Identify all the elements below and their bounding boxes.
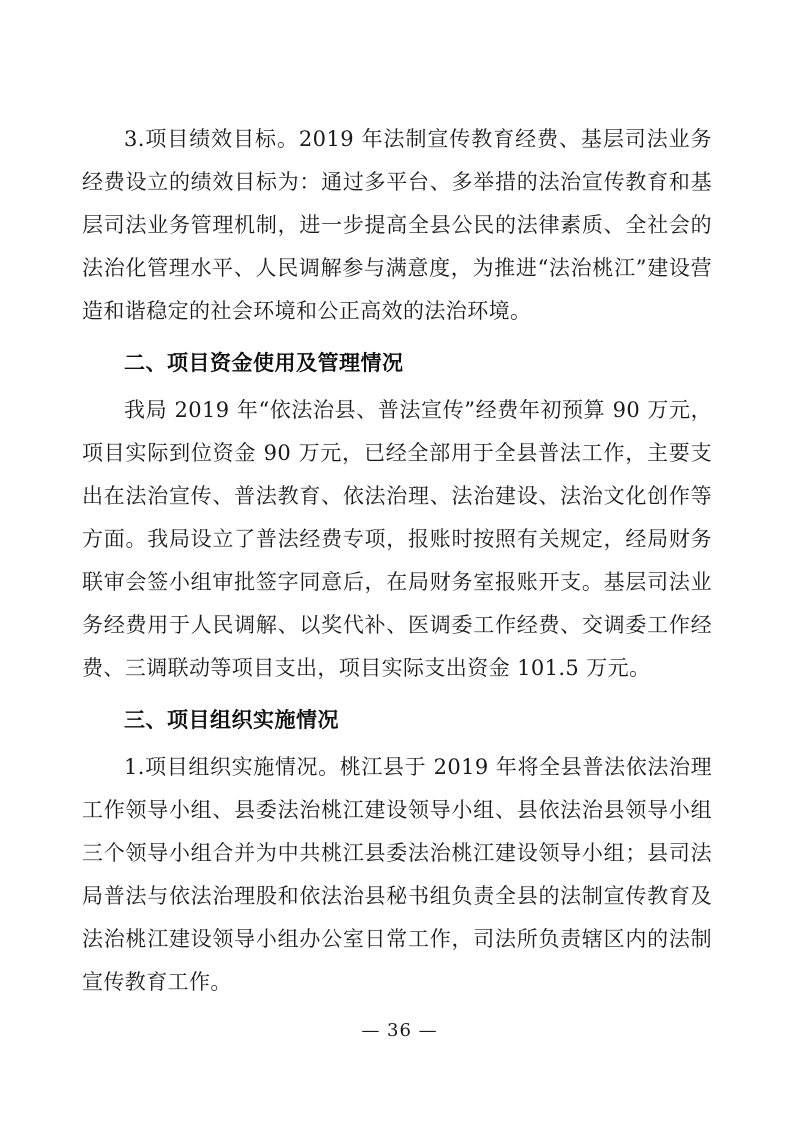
paragraph-fund-usage: 我局 2019 年“依法治县、普法宣传”经费年初预算 90 万元，项目实际到位资金 90 万元，已经全部用于全县普法工作，主要支出在法治宣传、普法教育、依法治理、法治建设、法治文化创作等方面。我局设立了普法经费专项，报账时按照有关规定，经局财务联审会签小组审批签字同意后，在局财务室报账开支。基层司法业务经费用于人民调解、以奖代补、医调委工作经费、交调委工作经费、三调联动等项目支出，项目实际支出资金 101.5 万元。 [82, 398, 712, 680]
paragraph-performance-goals: 3.项目绩效目标。2019 年法制宣传教育经费、基层司法业务经费设立的绩效目标为：通过多平台、多举措的法治宣传教育和基层司法业务管理机制，进一步提高全县公民的法律素质、全社会的法治化管理水平、人民调解参与满意度，为推进“法治桃江”建设营造和谐稳定的社会环境和公正高效的法治环境。 [82, 127, 712, 323]
heading-project-organization: 三、项目组织实施情况 [124, 708, 339, 732]
page-footer [0, 1020, 793, 1041]
paragraph-project-organization: 1.项目组织实施情况。桃江县于 2019 年将全县普法依法治理工作领导小组、县委法治桃江建设领导小组、县依法治县领导小组三个领导小组合并为中共桃江县委法治桃江建设领导小组；县司法局普法与依法治理股和依法治县秘书组负责全县的法制宣传教育及法治桃江建设领导小组办公室日常工作，司法所负责辖区内的法制宣传教育工作。 [82, 755, 712, 994]
page-number: — 36 — [361, 1020, 438, 1041]
heading-fund-usage: 二、项目资金使用及管理情况 [124, 351, 404, 375]
document-body [82, 118, 712, 1004]
